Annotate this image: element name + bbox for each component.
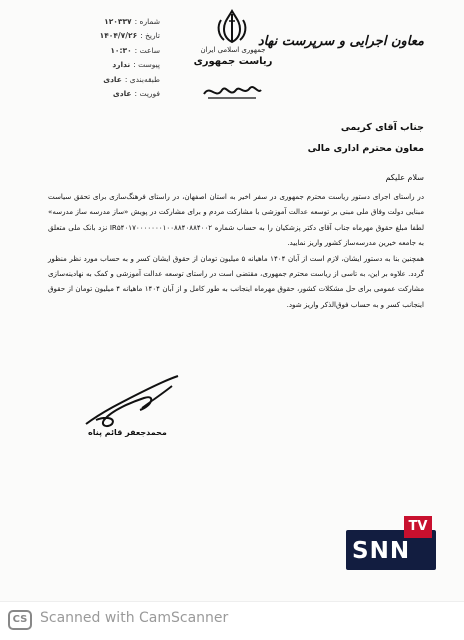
meta-row (40, 87, 160, 102)
meta-value: ۱۴۰۴/۷/۲۶ (99, 31, 138, 41)
recipient-title: معاون محترم اداری مالی (307, 143, 424, 154)
calligraphy-mark (198, 78, 266, 104)
letter-meta (40, 14, 160, 101)
sender-title: معاون اجرایی و سرپرست نهاد (257, 34, 424, 49)
meta-value: ۱۰:۳۰ (110, 45, 132, 55)
meta-row (40, 72, 160, 87)
meta-value: عادی (112, 89, 132, 99)
meta-row (40, 58, 160, 73)
logo-text: SNN (352, 538, 411, 564)
meta-row (40, 43, 160, 58)
meta-label: فوریت : (134, 89, 160, 99)
letter-body (48, 189, 424, 312)
greeting: سلام علیکم (385, 173, 424, 182)
letter-paragraph: همچنین بنا به دستور ایشان، لازم است از آبان ۱۴۰۴ ماهیانه ۵ میلیون تومان از حقوق ایشان کسر و به حساب مورد نظر منظور گردد. علاوه بر این، به تاسی از ریاست محترم جمهوری، مقتضی است در راستای توسعه عدالت آموزشی و کمک به نهادینه‌سازی مشارکت عمومی برای حل مشکلات کشور، حقوق مهرماه اینجانب به طور کامل و از آبان ۱۴۰۴ ماهیانه ۴ میلیون تومان از حقوق اینجانب کسر و به حساب فوق‌الذکر واریز شود. (48, 253, 425, 309)
iran-emblem-icon (212, 8, 252, 46)
recipient-name: جناب آقای کریمی (340, 122, 424, 133)
logo-tv-badge: TV (404, 516, 432, 538)
handwritten-signature (82, 372, 192, 432)
meta-row (40, 29, 160, 44)
meta-value: عادی (103, 74, 122, 84)
snn-tv-logo (346, 516, 436, 574)
meta-label: ساعت : (134, 45, 160, 55)
gov-name-line: جمهوری اسلامی ایران (200, 46, 266, 54)
meta-value: ندارد (112, 60, 131, 70)
meta-label: پیوست : (133, 60, 160, 70)
camscanner-icon: CS (8, 610, 32, 630)
camscanner-footer (0, 601, 464, 640)
letter-paragraph: در راستای اجرای دستور ریاست محترم جمهوری در سفر اخیر به استان اصفهان، در راستای فرهنگ‌سازی برای تحقق سیاست مبنایی دولت وفاق ملی مبنی بر توسعه عدالت آموزشی با مشارکت مردم و برای مشارکت در پویش «ساز مدرسه ساز مدرسه» لطفا مبلغ حقوق مهرماه جناب آقای دکتر پزشکیان را به حساب شماره IR۵۴۰۱۷۰۰۰۰۰۰۰۱۰۰۸۸۴۰۸۸۴۰۰۲ نزد بانک ملی متعلق به جامعه خیرین مدرسه‌ساز کشور واریز نمایید. (48, 192, 425, 248)
meta-label: شماره : (134, 16, 160, 26)
presidency-title: ریاست جمهوری (193, 56, 273, 67)
signatory-name: محمدجعفر قائم پناه (88, 428, 167, 437)
meta-label: تاریخ : (140, 31, 160, 41)
meta-label: طبقه‌بندی : (124, 74, 160, 84)
meta-row (40, 14, 160, 29)
camscanner-text: Scanned with CamScanner (40, 610, 229, 626)
meta-value: ۱۲۰۳۳۷ (104, 16, 132, 26)
